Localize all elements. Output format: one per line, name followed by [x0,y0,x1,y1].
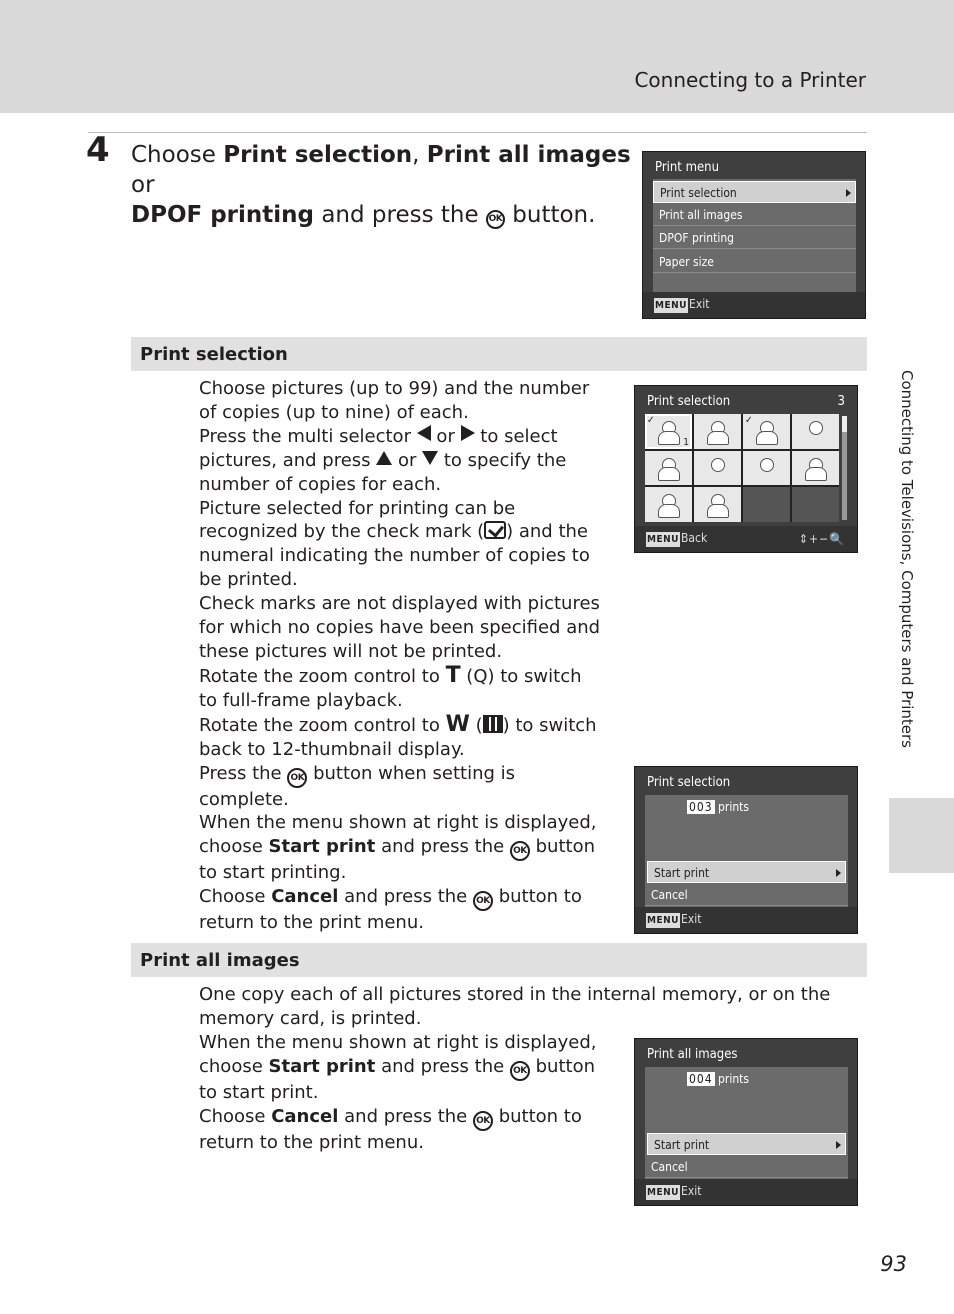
thumbnail-grid [645,414,839,522]
screen-footer [635,1179,857,1205]
prints-count: 003 prints [689,800,750,814]
divider [88,132,867,133]
section-heading-bar [131,337,867,371]
screen-title: Print all images [647,1047,738,1062]
running-header: Connecting to a Printer [634,68,866,92]
screen-footer [643,292,865,318]
ok-button-icon: OK [287,768,307,788]
thumbnail[interactable] [694,487,741,522]
start-print-item[interactable]: Start print [647,1133,846,1155]
footer-label: Exit [689,297,710,311]
down-arrow-icon [422,451,438,465]
print-all-screen [634,1038,858,1206]
thumbnail[interactable] [645,487,692,522]
chapter-side-label: Connecting to Televisions, Computers and Printers [898,370,916,748]
cancel-item[interactable]: Cancel [645,1156,848,1178]
header-band [0,0,954,113]
menu-icon: MENU [655,300,687,311]
footer-label: Exit [681,1184,702,1198]
ok-button-icon: OK [510,1061,530,1081]
section-heading-bar [131,943,867,977]
screen-title: Print menu [655,160,720,175]
confirm-panel [645,1067,848,1179]
up-arrow-icon [376,451,392,465]
zoom-q-icon: Q [473,665,488,687]
thumbnail-empty [792,487,839,522]
section-body: One copy each of all pictures stored in the internal memory, or on the memory card, is printed. [199,984,831,1029]
screen-title: Print selection [647,775,731,790]
print-selection-screen [634,385,858,553]
screen-footer [635,526,857,552]
thumbnail[interactable]: ✓ 1 [645,414,692,449]
ok-button-icon: OK [510,841,530,861]
option-print-all-images: Print all images [426,142,631,168]
section-body: When the menu shown at right is displayed, choose Start print and press the OK button to start print. Choose Cancel and press the OK button to return to the print menu. [199,1032,597,1153]
prints-count: 004 prints [689,1072,750,1086]
menu-icon: MENU [647,534,679,545]
tele-t-icon: T [445,662,461,688]
footer-label: Exit [681,912,702,926]
thumbnail[interactable] [694,451,741,486]
thumbnail-grid-icon [483,715,503,733]
selection-count: 3 [837,394,845,409]
start-print-item[interactable]: Start print [647,861,846,883]
menu-item-dpof-printing[interactable]: DPOF printing [653,227,856,249]
menu-icon: MENU [647,1187,679,1198]
thumbnail[interactable] [792,451,839,486]
right-arrow-icon [461,425,475,441]
check-mark-icon [484,521,506,539]
chapter-tab [889,798,954,873]
confirm-panel [645,795,848,907]
menu-item-print-all-images[interactable]: Print all images [653,204,856,226]
section-heading: Print all images [140,950,300,971]
option-print-selection: Print selection [223,142,413,168]
footer-label: Back [681,531,708,545]
section-heading: Print selection [140,344,288,365]
menu-icon: MENU [647,915,679,926]
print-menu-screen [642,151,866,319]
ok-button-icon: OK [473,1111,493,1131]
wide-w-icon: W [445,711,470,737]
screen-title: Print selection [647,394,731,409]
ok-button-icon: OK [473,891,493,911]
copies-zoom-hint-icon: ⇕+−🔍 [798,532,845,546]
cancel-item[interactable]: Cancel [645,884,848,906]
thumbnail[interactable] [645,451,692,486]
menu-panel [653,179,856,292]
step-instruction: Choose Print selection, Print all images or DPOF printing and press the OK button. [131,142,631,228]
thumbnail[interactable]: ✓ [743,414,790,449]
thumbnail[interactable] [694,414,741,449]
step-number: 4 [86,130,110,170]
ok-button-icon: OK [486,210,505,229]
print-confirm-screen [634,766,858,934]
option-dpof-printing: DPOF printing [131,202,315,228]
thumbnail-empty [743,487,790,522]
screen-footer [635,907,857,933]
section-body: Choose pictures (up to 99) and the number of copies (up to nine) of each. Press the multi selector or to select pictures, and press or to specify the number of copies for each. Picture selected for printing can be recognized by the check mark ( ) and the numeral indicating the number of copies to be printed. Check marks are not displayed with pictures for which no copies have been specified and these pictures will not be printed. Rotate the zoom control to T (Q) to switch to full-frame playback. Rotate the zoom control to W ( ) to switch back to 12-thumbnail display. Press the OK button when setting is complete. When the menu shown at right is displayed, choose Start print and press the OK button to start printing. Choose Cancel and press the OK button to return to the print menu. [199,378,601,934]
left-arrow-icon [417,425,431,441]
menu-item-paper-size[interactable]: Paper size [653,251,856,273]
thumbnail[interactable] [792,414,839,449]
menu-item-print-selection[interactable]: Print selection [653,181,856,203]
page-number: 93 [880,1252,907,1276]
thumbnail[interactable] [743,451,790,486]
scrollbar[interactable] [842,416,847,520]
